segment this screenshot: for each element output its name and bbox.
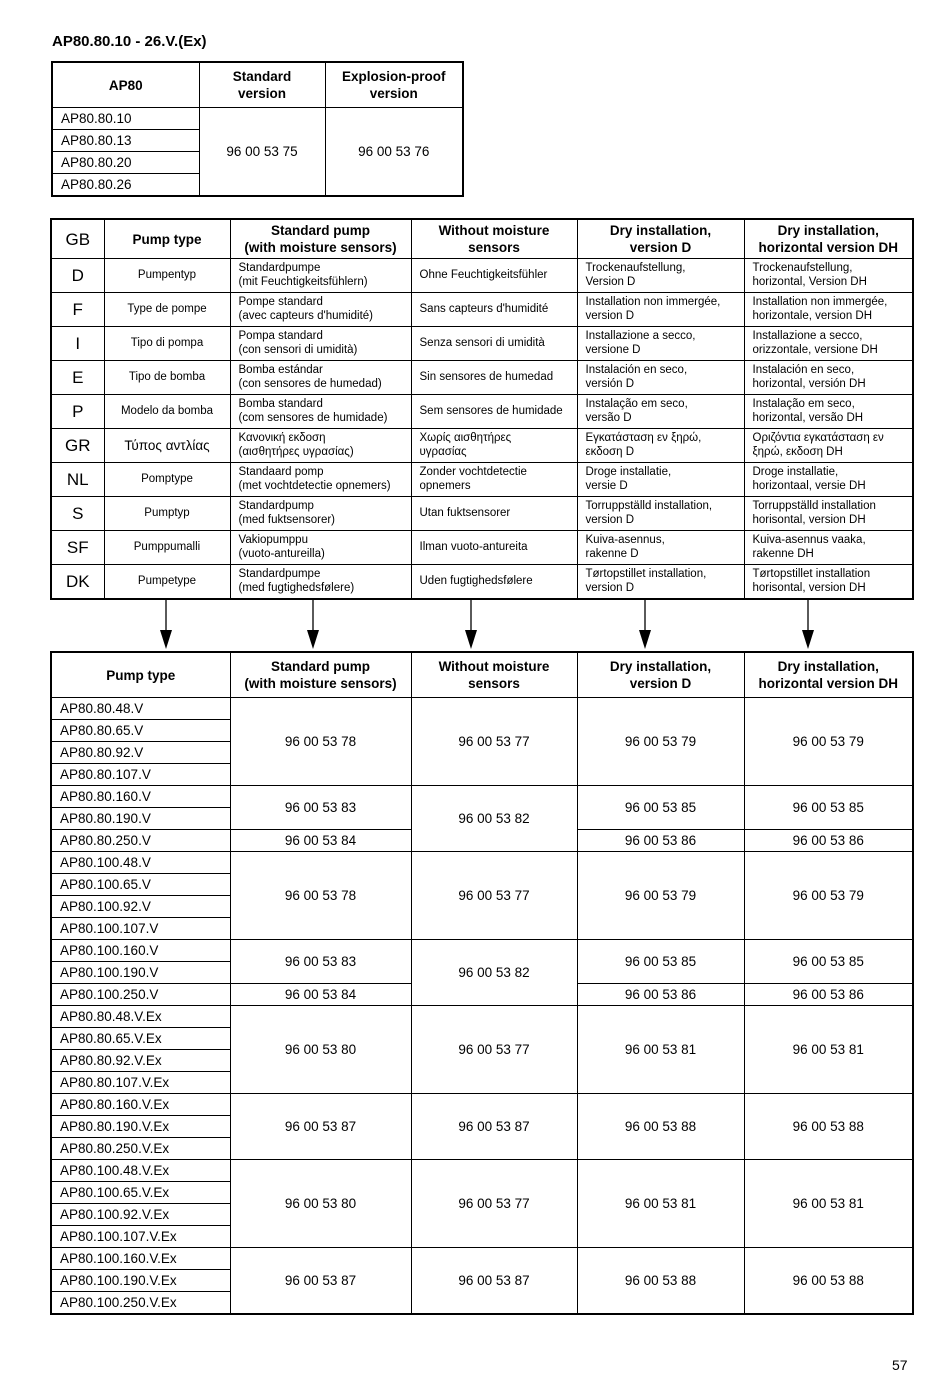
table-row [51, 327, 913, 361]
header-standard-pump [230, 219, 411, 259]
translation-cell [411, 327, 577, 361]
translation-line: versão D [585, 411, 632, 424]
translation-cell [577, 259, 744, 293]
translation-line: Droge installatie, [585, 466, 672, 478]
standard-part-number: 96 00 53 80 [230, 1006, 411, 1094]
translation-line: Standardpumpe [238, 568, 321, 580]
translation-line: Installazione a secco, [585, 330, 696, 342]
pump-type-translation: Pumpetype [104, 565, 230, 600]
table-row [52, 108, 463, 130]
pump-type-code: AP80.80.48.V.Ex [51, 1006, 230, 1028]
without-sensors-part-number: 96 00 53 77 [411, 852, 577, 940]
without-sensors-part-number: 96 00 53 82 [411, 786, 577, 852]
translation-line: (avec capteurs d'humidité) [238, 309, 374, 322]
translation-line: Ilman vuoto-antureita [419, 540, 528, 553]
translation-cell [411, 361, 577, 395]
translation-cell [230, 327, 411, 361]
header-line: Dry installation, [777, 223, 879, 238]
table-row [51, 1160, 913, 1182]
translation-line: Bomba estándar [238, 364, 323, 376]
pump-type-code: AP80.80.250.V.Ex [51, 1138, 230, 1160]
translation-table-header [51, 219, 913, 259]
dry-d-part-number: 96 00 53 81 [577, 1160, 744, 1248]
header-without-moisture-sensors [411, 219, 577, 259]
translation-line: Kuiva-asennus vaaka, [752, 534, 866, 546]
pump-type-code: AP80.80.92.V [51, 742, 230, 764]
pump-type-code: AP80.80.48.V [51, 698, 230, 720]
translation-line: Instalación en seco, [752, 364, 855, 376]
header-line: Explosion-proof [342, 69, 446, 84]
translation-line: Torruppställd installation, [585, 500, 713, 512]
arrow-down-icon [465, 598, 477, 649]
translation-line: versie D [585, 479, 628, 492]
translation-table-body [51, 259, 913, 600]
pump-code: AP80.80.13 [52, 130, 199, 152]
translation-cell [577, 531, 744, 565]
translation-cell [411, 565, 577, 600]
translation-line: (med fugtighedsfølere) [238, 581, 355, 594]
table-row [51, 463, 913, 497]
translation-cell [411, 293, 577, 327]
translation-cell [744, 293, 913, 327]
language-code: DK [51, 565, 104, 600]
translation-line: Sin sensores de humedad [419, 370, 554, 383]
header-line: (with moisture sensors) [244, 240, 397, 255]
ex-part-number: 96 00 53 76 [325, 108, 463, 197]
header-without-moisture-sensors [411, 652, 577, 698]
translation-cell [230, 361, 411, 395]
header-pump-type: Pump type [51, 652, 230, 698]
table-row [51, 565, 913, 600]
translation-cell [411, 531, 577, 565]
translation-line: (vuoto-antureilla) [238, 547, 325, 560]
pump-type-translation: Type de pompe [104, 293, 230, 327]
table-row [51, 1248, 913, 1270]
standard-part-number: 96 00 53 78 [230, 698, 411, 786]
translation-cell [577, 429, 744, 463]
page-title: AP80.80.10 - 26.V.(Ex) [52, 33, 207, 50]
translation-line: version D [585, 581, 635, 594]
translation-line: Sem sensores de humidade [419, 404, 563, 417]
version-table-header [52, 62, 463, 108]
translation-line: version D [585, 513, 635, 526]
header-line: sensors [468, 240, 520, 255]
translation-line: Κανονική εκδοση [238, 432, 326, 444]
translation-line: orizzontale, versione DH [752, 343, 878, 356]
translation-line: Standaard pomp [238, 466, 324, 478]
standard-part-number: 96 00 53 84 [230, 984, 411, 1006]
translation-line: Χωρίς αισθητήρες [419, 432, 512, 444]
translation-line: rakenne DH [752, 547, 814, 560]
translation-cell [744, 531, 913, 565]
translation-line: Torruppställd installation [752, 500, 876, 512]
translation-line: horizontal, versión DH [752, 377, 866, 390]
dry-d-part-number: 96 00 53 88 [577, 1094, 744, 1160]
header-dry-installation-d [577, 652, 744, 698]
translation-cell [230, 293, 411, 327]
pump-type-code: AP80.100.190.V.Ex [51, 1270, 230, 1292]
translation-line: Installation non immergée, [752, 296, 888, 308]
standard-part-number: 96 00 53 83 [230, 786, 411, 830]
translation-line: horizontal, Version DH [752, 275, 867, 288]
pump-type-code: AP80.100.48.V [51, 852, 230, 874]
pump-type-code: AP80.100.65.V [51, 874, 230, 896]
translation-line: υγρασίας [419, 445, 467, 458]
translation-cell [744, 259, 913, 293]
dry-d-part-number: 96 00 53 85 [577, 940, 744, 984]
pump-type-code: AP80.80.250.V [51, 830, 230, 852]
translation-cell [230, 531, 411, 565]
header-line: (with moisture sensors) [244, 676, 397, 691]
pump-type-code: AP80.80.107.V.Ex [51, 1072, 230, 1094]
header-standard-pump [230, 652, 411, 698]
without-sensors-part-number: 96 00 53 77 [411, 1160, 577, 1248]
language-code: F [51, 293, 104, 327]
part-table-body [51, 698, 913, 1315]
translation-cell [230, 497, 411, 531]
header-line: horizontal version DH [758, 240, 898, 255]
header-dry-installation-dh [744, 652, 913, 698]
pump-type-code: AP80.100.190.V [51, 962, 230, 984]
language-code: P [51, 395, 104, 429]
table-row [51, 698, 913, 720]
pump-type-translation: Τύπος αντλίας [104, 429, 230, 463]
translation-cell [577, 565, 744, 600]
translation-line: versión D [585, 377, 635, 390]
translation-line: Standardpumpe [238, 262, 321, 274]
translation-line: Pompe standard [238, 296, 323, 308]
arrow-down-icon [307, 598, 319, 649]
dry-dh-part-number: 96 00 53 79 [744, 698, 913, 786]
translation-line: horisontal, version DH [752, 581, 866, 594]
translation-cell [744, 497, 913, 531]
arrow-down-icon [160, 598, 172, 649]
header-line: horizontal version DH [758, 676, 898, 691]
translation-cell [411, 395, 577, 429]
translation-line: Droge installatie, [752, 466, 839, 478]
dry-dh-part-number: 96 00 53 85 [744, 786, 913, 830]
translation-line: εκδοση D [585, 445, 635, 458]
language-code: S [51, 497, 104, 531]
header-line: Without moisture [438, 223, 550, 238]
header-dry-installation-dh [744, 219, 913, 259]
translation-line: Standardpump [238, 500, 314, 512]
pump-type-code: AP80.80.107.V [51, 764, 230, 786]
dry-d-part-number: 96 00 53 85 [577, 786, 744, 830]
pump-type-code: AP80.80.190.V [51, 808, 230, 830]
without-sensors-part-number: 96 00 53 87 [411, 1248, 577, 1315]
table-row [51, 361, 913, 395]
translation-line: Version D [585, 275, 636, 288]
header-line: Without moisture [438, 659, 550, 674]
translation-line: Instalação em seco, [752, 398, 855, 410]
translation-line: (mit Feuchtigkeitsfühlern) [238, 275, 368, 288]
translation-line: Εγκατάσταση εν ξηρώ, [585, 432, 702, 444]
header-line: version D [629, 676, 692, 691]
header-standard-version [199, 62, 325, 108]
page-number: 57 [892, 1357, 908, 1373]
pump-type-translation: Pumpentyp [104, 259, 230, 293]
language-code: SF [51, 531, 104, 565]
dry-d-part-number: 96 00 53 79 [577, 852, 744, 940]
dry-d-part-number: 96 00 53 81 [577, 1006, 744, 1094]
translation-line: Senza sensori di umidità [419, 336, 545, 349]
translation-cell [577, 327, 744, 361]
header-line: Standard [232, 69, 292, 84]
header-line: Standard pump [270, 659, 370, 674]
translation-line: Tørtopstillet installation, [585, 568, 707, 580]
translation-line: (med fuktsensorer) [238, 513, 336, 526]
translation-line: Trockenaufstellung, [752, 262, 853, 274]
translation-cell [577, 293, 744, 327]
pump-type-translation: Tipo di pompa [104, 327, 230, 361]
translation-cell [411, 497, 577, 531]
table-row [51, 786, 913, 808]
dry-d-part-number: 96 00 53 86 [577, 984, 744, 1006]
translation-line: rakenne D [585, 547, 639, 560]
translation-line: Sans capteurs d'humidité [419, 302, 549, 315]
translation-line: Bomba standard [238, 398, 323, 410]
translation-line: Instalação em seco, [585, 398, 688, 410]
pump-code: AP80.80.10 [52, 108, 199, 130]
dry-dh-part-number: 96 00 53 81 [744, 1160, 913, 1248]
translation-cell [577, 395, 744, 429]
translation-cell [744, 327, 913, 361]
table-row [51, 852, 913, 874]
language-code: I [51, 327, 104, 361]
translation-line: Zonder vochtdetectie [419, 466, 527, 478]
translation-line: Vakiopumppu [238, 534, 308, 546]
without-sensors-part-number: 96 00 53 87 [411, 1094, 577, 1160]
header-line: sensors [468, 676, 520, 691]
language-code: GB [51, 219, 104, 259]
translation-cell [744, 361, 913, 395]
pump-code: AP80.80.20 [52, 152, 199, 174]
translation-line: (con sensori di umidità) [238, 343, 358, 356]
translation-cell [577, 497, 744, 531]
standard-part-number: 96 00 53 80 [230, 1160, 411, 1248]
pump-type-code: AP80.80.160.V [51, 786, 230, 808]
pump-type-translation: Tipo de bomba [104, 361, 230, 395]
table-row [51, 1006, 913, 1028]
pump-type-code: AP80.100.107.V.Ex [51, 1226, 230, 1248]
dry-dh-part-number: 96 00 53 79 [744, 852, 913, 940]
pump-type-code: AP80.100.107.V [51, 918, 230, 940]
header-line: Dry installation, [609, 223, 712, 238]
table-row [51, 531, 913, 565]
pump-type-code: AP80.100.250.V [51, 984, 230, 1006]
language-code: E [51, 361, 104, 395]
pump-type-code: AP80.100.92.V [51, 896, 230, 918]
translation-line: Pompa standard [238, 330, 323, 342]
standard-part-number: 96 00 53 75 [199, 108, 325, 197]
header-pump-type: Pump type [104, 219, 230, 259]
dry-dh-part-number: 96 00 53 81 [744, 1006, 913, 1094]
translation-line: version D [585, 309, 635, 322]
pump-type-code: AP80.80.65.V [51, 720, 230, 742]
translation-line: (com sensores de humidade) [238, 411, 388, 424]
translation-line: horizontale, version DH [752, 309, 873, 322]
standard-part-number: 96 00 53 83 [230, 940, 411, 984]
pump-type-code: AP80.80.160.V.Ex [51, 1094, 230, 1116]
translation-line: Tørtopstillet installation [752, 568, 871, 580]
dry-d-part-number: 96 00 53 86 [577, 830, 744, 852]
table-row [51, 395, 913, 429]
table-row [51, 497, 913, 531]
translation-line: Trockenaufstellung, [585, 262, 686, 274]
standard-part-number: 96 00 53 84 [230, 830, 411, 852]
pump-type-code: AP80.80.190.V.Ex [51, 1116, 230, 1138]
dry-d-part-number: 96 00 53 79 [577, 698, 744, 786]
translation-line: Utan fuktsensorer [419, 506, 511, 519]
translation-cell [744, 565, 913, 600]
translation-cell [230, 259, 411, 293]
table-row [51, 293, 913, 327]
translation-line: Ohne Feuchtigkeitsfühler [419, 268, 548, 281]
pump-type-code: AP80.100.160.V [51, 940, 230, 962]
translation-cell [411, 259, 577, 293]
header-line: version D [629, 240, 692, 255]
header-explosion-proof-version [325, 62, 463, 108]
translation-cell [230, 429, 411, 463]
pump-type-translation: Modelo da bomba [104, 395, 230, 429]
dry-dh-part-number: 96 00 53 86 [744, 984, 913, 1006]
part-table-header [51, 652, 913, 698]
header-line: version [369, 86, 418, 101]
pump-part-number-table [50, 651, 914, 1315]
dry-dh-part-number: 96 00 53 88 [744, 1248, 913, 1315]
pump-type-translation: Pomptype [104, 463, 230, 497]
arrow-down-icon [639, 598, 651, 649]
standard-part-number: 96 00 53 78 [230, 852, 411, 940]
translation-cell [230, 565, 411, 600]
dry-dh-part-number: 96 00 53 88 [744, 1094, 913, 1160]
pump-type-translation: Pumppumalli [104, 531, 230, 565]
translation-line: (αισθητήρες υγρασίας) [238, 445, 354, 458]
table-row [51, 1094, 913, 1116]
header-line: Standard pump [270, 223, 370, 238]
translation-line: Instalación en seco, [585, 364, 688, 376]
without-sensors-part-number: 96 00 53 77 [411, 1006, 577, 1094]
pump-type-translation: Pumptyp [104, 497, 230, 531]
translation-cell [230, 395, 411, 429]
translation-cell [744, 463, 913, 497]
language-code: GR [51, 429, 104, 463]
translation-table [50, 218, 914, 600]
dry-dh-part-number: 96 00 53 86 [744, 830, 913, 852]
pump-type-code: AP80.100.65.V.Ex [51, 1182, 230, 1204]
table-row [51, 259, 913, 293]
dry-dh-part-number: 96 00 53 85 [744, 940, 913, 984]
header-dry-installation-d [577, 219, 744, 259]
without-sensors-part-number: 96 00 53 82 [411, 940, 577, 1006]
translation-line: versione D [585, 343, 641, 356]
dry-d-part-number: 96 00 53 88 [577, 1248, 744, 1315]
translation-line: (met vochtdetectie opnemers) [238, 479, 391, 492]
pump-code: AP80.80.26 [52, 174, 199, 197]
pump-type-code: AP80.100.160.V.Ex [51, 1248, 230, 1270]
pump-type-code: AP80.100.250.V.Ex [51, 1292, 230, 1315]
standard-part-number: 96 00 53 87 [230, 1094, 411, 1160]
translation-line: Installazione a secco, [752, 330, 863, 342]
header-line: version [237, 86, 287, 101]
table-row [51, 940, 913, 962]
translation-line: Οριζόντια εγκατάσταση εν [752, 432, 884, 444]
translation-cell [411, 463, 577, 497]
translation-cell [744, 429, 913, 463]
translation-cell [230, 463, 411, 497]
translation-line: opnemers [419, 479, 471, 492]
translation-line: Uden fugtighedsfølere [419, 574, 533, 587]
arrow-down-icon [802, 598, 814, 649]
translation-line: horizontal, versão DH [752, 411, 864, 424]
header-line: Dry installation, [609, 659, 712, 674]
header-line: Dry installation, [777, 659, 879, 674]
language-code: D [51, 259, 104, 293]
translation-line: ξηρώ, εκδοση DH [752, 445, 843, 458]
table-row [51, 429, 913, 463]
translation-cell [744, 395, 913, 429]
translation-cell [577, 463, 744, 497]
translation-cell [411, 429, 577, 463]
translation-line: Kuiva-asennus, [585, 534, 665, 546]
language-code: NL [51, 463, 104, 497]
without-sensors-part-number: 96 00 53 77 [411, 698, 577, 786]
translation-line: Installation non immergée, [585, 296, 721, 308]
pump-type-code: AP80.100.48.V.Ex [51, 1160, 230, 1182]
translation-line: (con sensores de humedad) [238, 377, 382, 390]
translation-cell [577, 361, 744, 395]
header-type: AP80 [52, 62, 199, 108]
pump-type-code: AP80.80.65.V.Ex [51, 1028, 230, 1050]
translation-line: horisontal, version DH [752, 513, 866, 526]
pump-type-code: AP80.100.92.V.Ex [51, 1204, 230, 1226]
flow-arrows [0, 596, 950, 652]
pump-type-code: AP80.80.92.V.Ex [51, 1050, 230, 1072]
translation-line: horizontaal, versie DH [752, 479, 866, 492]
version-table [51, 61, 464, 197]
standard-part-number: 96 00 53 87 [230, 1248, 411, 1315]
